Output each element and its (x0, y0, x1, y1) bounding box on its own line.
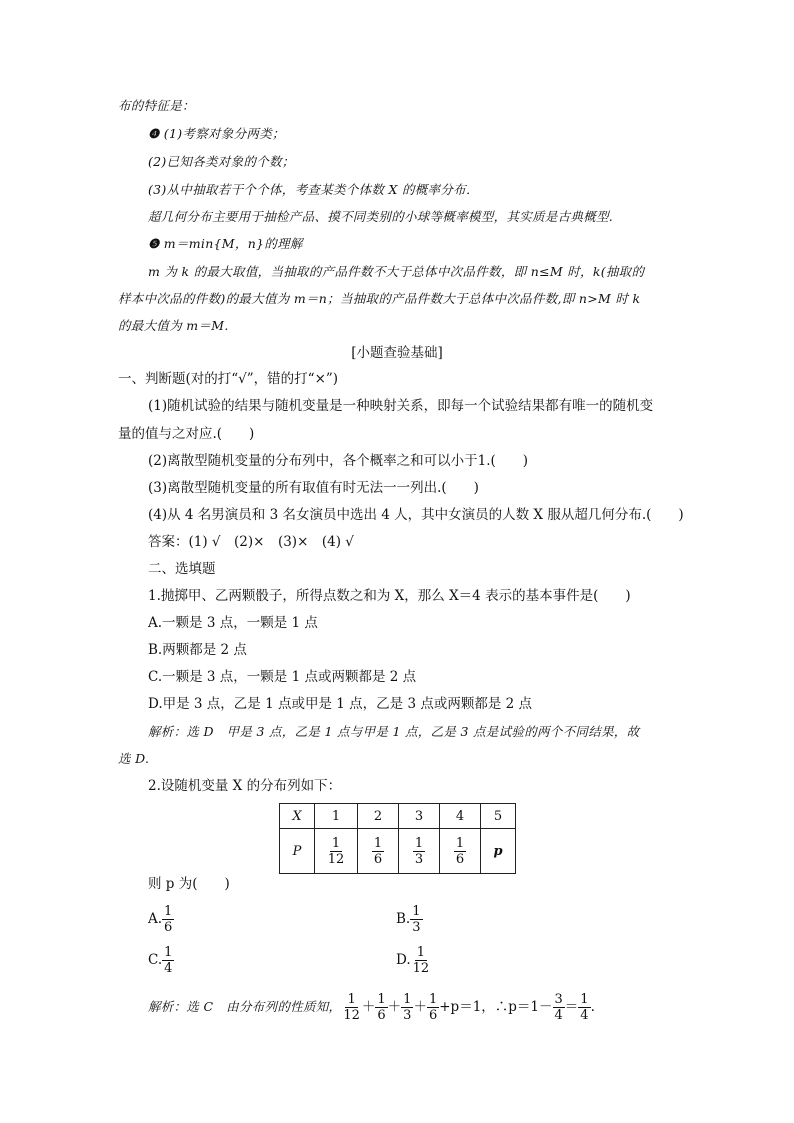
fraction: $\frac{1}{6}$ (377, 992, 386, 1023)
mc-q2-option-d: D. $\frac{1}{12}$ (396, 945, 430, 976)
mc-heading: 二、选填题 (148, 561, 216, 577)
note-5-para-2: 样本中次品的件数)的最大值为 m＝n；当抽取的产品件数大于总体中次品件数,即 n>M 时 k (118, 291, 641, 306)
table-cell-p (399, 829, 440, 874)
mc-q1-solution-line-1: 解析：选 D 甲是 3 点，乙是 1 点与甲是 1 点，乙是 3 点是试验的两个不同结果，故 (148, 724, 640, 739)
table-header-x: X (280, 804, 315, 829)
note-4-summary: 超几何分布主要用于抽检产品、摸不同类别的小球等概率模型，其实质是古典概型. (148, 209, 614, 224)
tf-answer: 答案：(1) √ (2)× (3)× (4) √ (148, 534, 354, 550)
mc-q2-ask: 则 p 为( ) (148, 876, 230, 892)
mc-q2-option-c: C. $\frac{1}{4}$ (148, 945, 173, 976)
fraction: $\frac{1}{12}$ (412, 945, 430, 976)
table-cell-p (440, 829, 481, 874)
note-5-heading (148, 234, 303, 254)
tf-question-1-line-1: (1)随机试验的结果与随机变量是一种映射关系，即每一个试验结果都有唯一的随机变 (148, 398, 654, 414)
table-cell-p: p (481, 829, 516, 874)
table-cell-x: 3 (399, 804, 440, 829)
note-5-marker: ❺ (148, 236, 160, 251)
table-header-p: P (280, 829, 315, 874)
table-cell-x: 1 (315, 804, 358, 829)
tf-question-4: (4)从 4 名男演员和 3 名女演员中选出 4 人，其中女演员的人数 X 服从超几何分布.( ) (148, 507, 684, 523)
distribution-row-p (280, 829, 516, 874)
mc-q1-solution-line-2: 选 D. (118, 751, 150, 766)
mc-q2-solution: 解析：选 C 由分布列的性质知， $\frac{1}{12}$ ＋ $\frac{1}{6}$ ＋ $\frac{1}{3}$ ＋ $\frac{1}{6}$ +p＝1，∴p＝1－ $\frac{3}{4}$ ＝ $\frac{1}{4}$ . (148, 992, 595, 1023)
fraction: $\frac{1}{6}$ (428, 992, 438, 1023)
fraction: $\frac{1}{6}$ (373, 835, 383, 867)
mc-q1-option-b: B.两颗都是 2 点 (148, 642, 247, 658)
note-4-item-2: (2)已知各类对象的个数； (148, 154, 295, 169)
mc-q2-stem: 2.设随机变量 X 的分布列如下： (148, 778, 342, 794)
table-cell-p (358, 829, 399, 874)
note-4-line-1: (1)考察对象分两类； (163, 126, 285, 141)
fraction: $\frac{1}{3}$ (414, 835, 424, 867)
fraction: $\frac{1}{3}$ (412, 904, 421, 935)
fraction: $\frac{1}{3}$ (403, 992, 412, 1023)
mc-q1-option-a: A.一颗是 3 点，一颗是 1 点 (148, 615, 318, 631)
fraction: $\frac{1}{4}$ (164, 945, 173, 976)
tf-question-3: (3)离散型随机变量的所有取值有时无法一一列出.( ) (148, 480, 479, 496)
note-4-item-3: (3)从中抽取若干个个体，考查某类个体数 X 的概率分布． (148, 182, 479, 197)
distribution-row-x (280, 804, 516, 829)
note-5-para-1: m 为 k 的最大取值，当抽取的产品件数不大于总体中次品件数，即 n≤M 时，k(抽取的 (148, 264, 645, 279)
mc-q1-stem: 1.抛掷甲、乙两颗骰子，所得点数之和为 X，那么 X＝4 表示的基本事件是( ) (148, 588, 631, 604)
fraction: $\frac{1}{6}$ (164, 904, 173, 935)
tf-question-2: (2)离散型随机变量的分布列中，各个概率之和可以小于1.( ) (148, 453, 529, 469)
mc-q2-option-b: B. $\frac{1}{3}$ (396, 904, 421, 935)
table-cell-x: 5 (481, 804, 516, 829)
note-5-title: m＝min{M，n}的理解 (163, 236, 303, 251)
solution-mid: +p＝1，∴p＝1－ (439, 999, 553, 1015)
solution-prefix: 解析：选 C 由分布列的性质知， (148, 999, 342, 1014)
mc-q1-option-c: C.一颗是 3 点，一颗是 1 点或两颗都是 2 点 (148, 669, 417, 685)
tf-heading: 一、判断题(对的打“√”，错的打“×”) (118, 371, 339, 387)
notes-intro: 布的特征是： (118, 98, 195, 113)
mc-q2-option-a: A. $\frac{1}{6}$ (148, 904, 173, 935)
section-title: [小题查验基础] (351, 345, 443, 361)
fraction: $\frac{3}{4}$ (554, 992, 563, 1023)
note-4-item-1 (148, 124, 285, 144)
table-cell-p (315, 829, 358, 874)
note-5-para-3: 的最大值为 m＝M. (118, 318, 229, 333)
table-cell-x: 2 (358, 804, 399, 829)
fraction: $\frac{1}{4}$ (580, 992, 589, 1023)
table-cell-x: 4 (440, 804, 481, 829)
tf-question-1-line-2: 量的值与之对应.( ) (118, 426, 255, 442)
fraction: $\frac{1}{12}$ (343, 992, 360, 1023)
distribution-table (279, 803, 516, 874)
note-4-marker: ❹ (148, 126, 160, 141)
fraction: $\frac{1}{12}$ (327, 835, 345, 867)
fraction: $\frac{1}{6}$ (455, 835, 465, 867)
mc-q1-option-d: D.甲是 3 点，乙是 1 点或甲是 1 点，乙是 3 点或两颗都是 2 点 (148, 696, 532, 712)
